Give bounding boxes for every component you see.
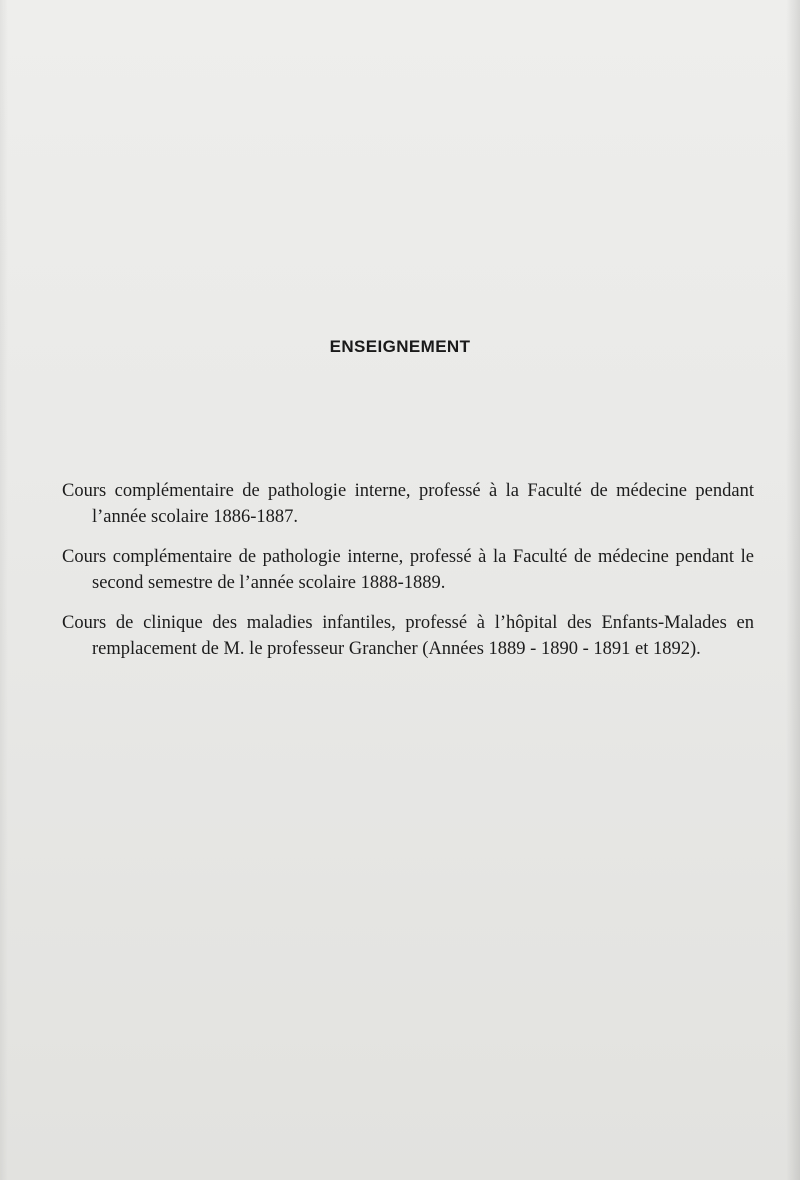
entry-2: Cours complémentaire de pathologie interne, professé à la Faculté de médecine pendant le second semestre de l’année scolaire 1888-1889. [62, 547, 754, 593]
entry-3: Cours de clinique des maladies infantiles, professé à l’hôpital des Enfants-Malades en remplacement de M. le professeur Grancher (Années 1889 - 1890 - 1891 et 1892). [62, 613, 754, 659]
page-edge-shadow-left [0, 0, 8, 1180]
entry-list [62, 478, 754, 676]
page-edge-shadow-right [786, 0, 800, 1180]
section-heading: ENSEIGNEMENT [329, 337, 471, 356]
entry-1: Cours complémentaire de pathologie interne, professé à la Faculté de médecine pendant l’année scolaire 1886-1887. [62, 481, 754, 527]
